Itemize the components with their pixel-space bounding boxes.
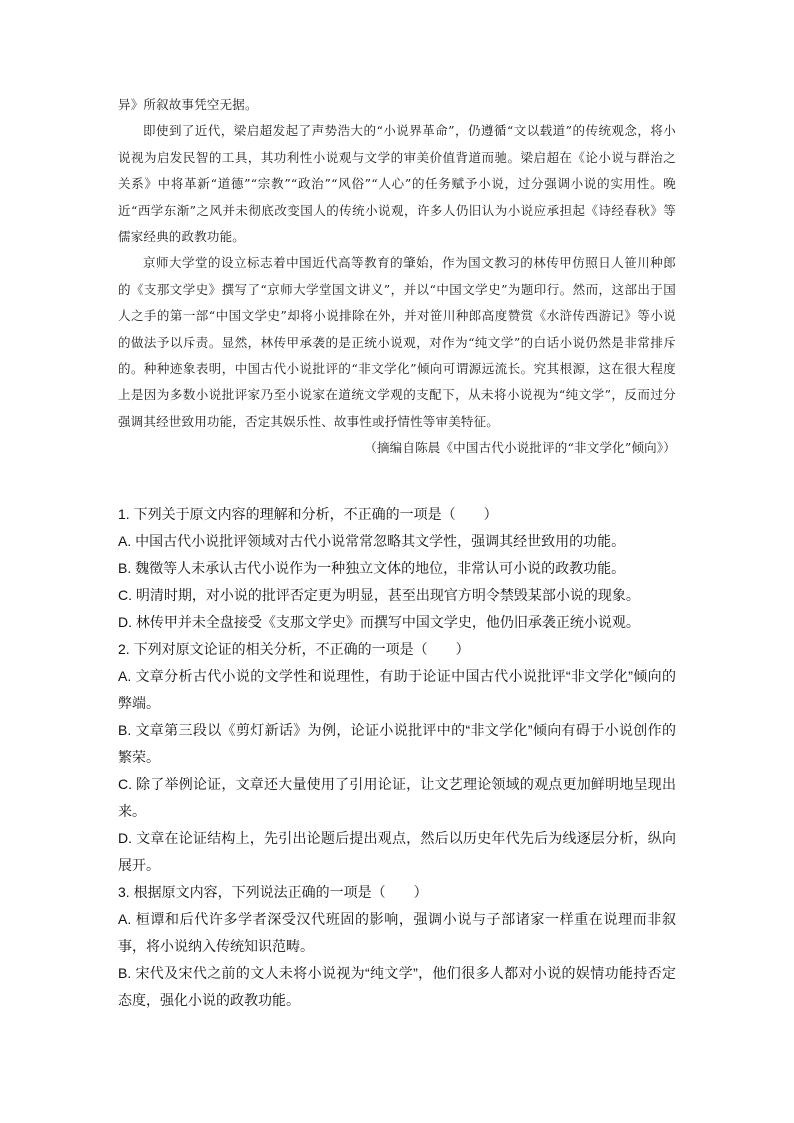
question-2 [118, 636, 676, 879]
question-3-option-b: B. 宋代及宋代之前的文人未将小说视为“纯文学”，他们很多人都对小说的娱情功能持否定态度，强化小说的政教功能。 [118, 965, 676, 1008]
question-3 [118, 879, 676, 1014]
question-1-option-c: C. 明清时期，对小说的批评否定更为明显，甚至出现官方明令禁毁某部小说的现象。 [118, 587, 640, 603]
question-1-option-b: B. 魏徵等人未承认古代小说作为一种独立文体的地位，非常认可小说的政教功能。 [118, 560, 626, 576]
question-2-stem: 2. 下列对原文论证的相关分析，不正确的一项是（ ） [118, 641, 470, 657]
question-3-option-a: A. 桓谭和后代许多学者深受汉代班固的影响，强调小说与子部诸家一样重在说理而非叙事，将小说纳入传统知识范畴。 [118, 911, 676, 954]
question-section [118, 501, 676, 1014]
passage-paragraph-continued: 异》所叙故事凭空无据。 [118, 97, 258, 112]
reading-passage [118, 92, 676, 462]
passage-paragraph-3: 京师大学堂的设立标志着中国近代高等教育的肇始，作为国文教习的林传甲仿照日人笹川种郎的《支那文学史》撰写了“京师大学堂国文讲义”，并以“中国文学史”为题印行。然而，这部出于国人之手的第一部“中国文学史”却将小说排除在外，并对笹川种郎高度赞赏《水浒传西游记》等小说的做法予以斥责。显然，林传甲承袭的是正统小说观，对作为“纯文学”的白话小说仍然是非常排斥的。种种迹象表明，中国古代小说批评的“非文学化”倾向可谓源远流长。究其根源，这在很大程度上是因为多数小说批评家乃至小说家在道统文学观的支配下，从未将小说视为“纯文学”，反而过分强调其经世致用功能，否定其娱乐性、故事性或抒情性等审美特征。 [118, 255, 676, 429]
question-1 [118, 501, 676, 636]
question-2-option-d: D. 文章在论证结构上，先引出论题后提出观点，然后以历史年代先后为线逐层分析，纵向展开。 [118, 830, 676, 873]
question-2-option-c: C. 除了举例论证，文章还大量使用了引用论证，让文艺理论领域的观点更加鲜明地呈现出来。 [118, 776, 676, 819]
passage-paragraph-2: 即使到了近代，梁启超发起了声势浩大的“小说界革命”，仍遵循“文以载道”的传统观念，将小说视为启发民智的工具，其功利性小说观与文学的审美价值背道而驰。梁启超在《论小说与群治之关系》中将革新“道德”“宗教”“政治”“风俗”“人心”的任务赋予小说，过分强调小说的实用性。晚近“西学东渐”之风并未彻底改变国人的传统小说观，许多人仍旧认为小说应承担起《诗经春秋》等儒家经典的政教功能。 [118, 123, 676, 245]
question-2-option-a: A. 文章分析古代小说的文学性和说理性，有助于论证中国古代小说批评“非文学化”倾向的弊端。 [118, 668, 676, 711]
question-3-stem: 3. 根据原文内容，下列说法正确的一项是（ ） [118, 884, 428, 900]
question-1-option-d: D. 林传甲并未全盘接受《支那文学史》而撰写中国文学史，他仍旧承袭正统小说观。 [118, 614, 640, 630]
passage-source-citation: （摘编自陈晨《中国古代小说批评的“非文学化”倾向》） [364, 440, 676, 456]
question-1-option-a: A. 中国古代小说批评领域对古代小说常常忽略其文学性，强调其经世致用的功能。 [118, 533, 626, 549]
question-1-stem: 1. 下列关于原文内容的理解和分析，不正确的一项是（ ） [118, 506, 498, 522]
question-2-option-b: B. 文章第三段以《剪灯新话》为例，论证小说批评中的“非文学化”倾向有碍于小说创作的繁荣。 [118, 722, 676, 765]
